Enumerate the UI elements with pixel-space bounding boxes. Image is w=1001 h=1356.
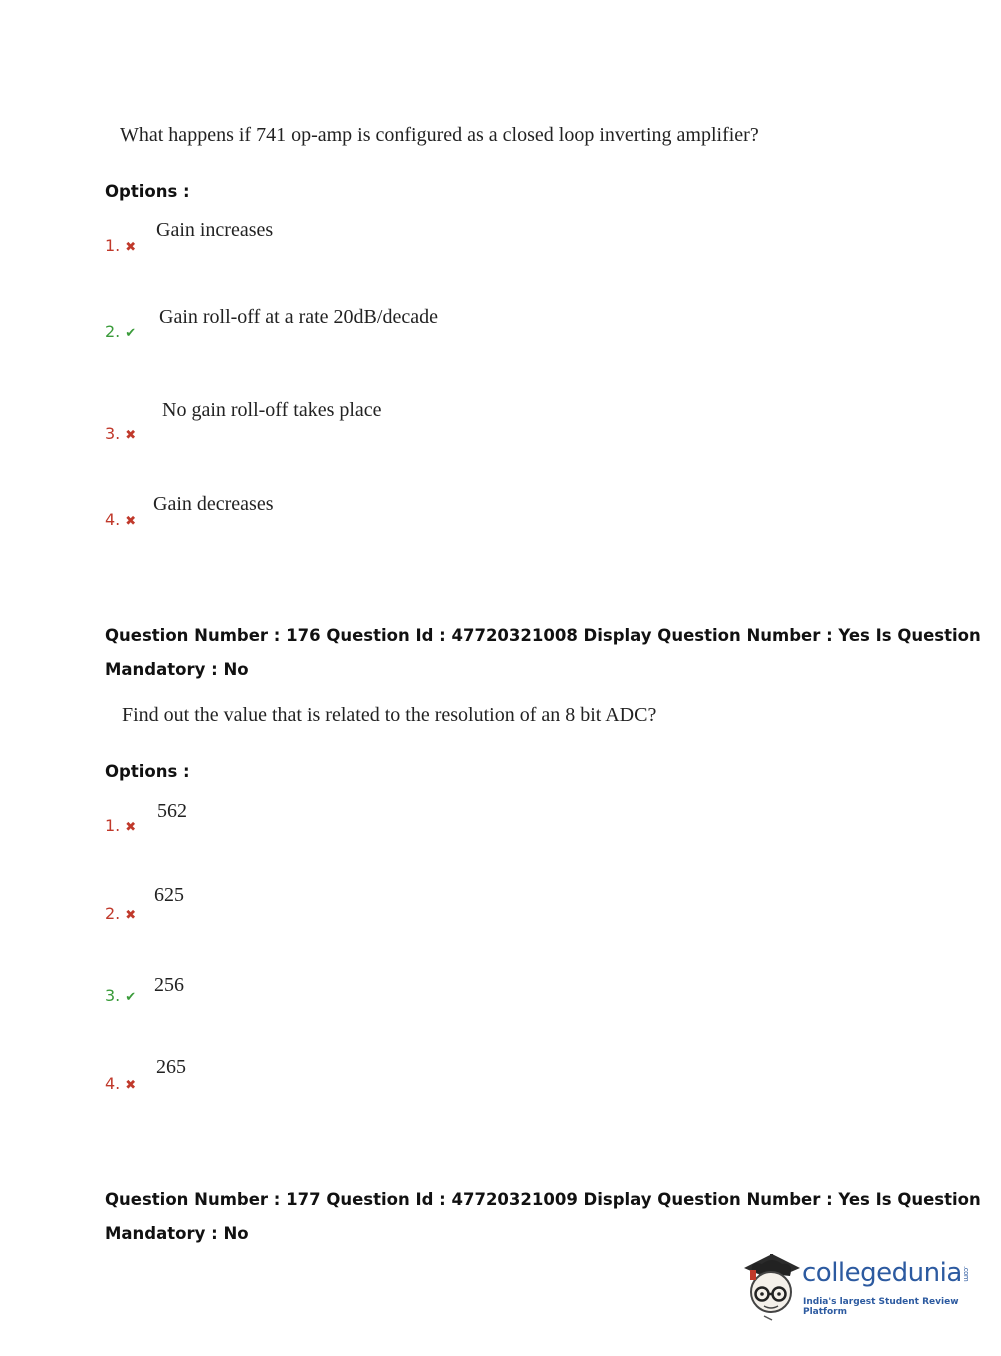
wrong-icon: ✖ [125, 514, 137, 529]
options-label: Options : [105, 182, 190, 201]
option-text: 625 [154, 884, 184, 906]
wrong-icon: ✖ [125, 428, 137, 443]
wrong-icon: ✖ [125, 908, 137, 923]
wrong-icon: ✖ [125, 240, 137, 255]
mascot-icon [742, 1250, 802, 1322]
option-number: 2. ✔ [105, 322, 137, 341]
option-number: 3. ✖ [105, 424, 137, 443]
option-number: 2. ✖ [105, 904, 137, 923]
option-text: No gain roll-off takes place [162, 399, 382, 421]
option-number: 1. ✖ [105, 236, 137, 255]
options-label: Options : [105, 762, 190, 781]
check-icon: ✔ [125, 990, 137, 1005]
logo-tagline: India's largest Student Review Platform [803, 1297, 959, 1317]
option-text: 562 [157, 800, 187, 822]
option-text: Gain increases [156, 219, 274, 241]
option-text: 256 [154, 974, 184, 996]
question-meta: Question Number : 176 Question Id : 47720321008 Display Question Number : Yes Is Question [105, 626, 981, 645]
question-meta: Question Number : 177 Question Id : 47720321009 Display Question Number : Yes Is Question [105, 1190, 981, 1209]
wrong-icon: ✖ [125, 1078, 137, 1093]
option-text: Gain decreases [153, 493, 274, 515]
question-text: What happens if 741 op-amp is configured as a closed loop inverting amplifier? [120, 124, 759, 146]
wrong-icon: ✖ [125, 820, 137, 835]
option-text: Gain roll-off at a rate 20dB/decade [159, 306, 438, 328]
question-meta-mandatory: Mandatory : No [105, 1224, 249, 1243]
question-text: Find out the value that is related to the resolution of an 8 bit ADC? [122, 704, 657, 726]
collegedunia-logo [742, 1250, 972, 1322]
check-icon: ✔ [125, 326, 137, 341]
logo-wordmark: collegedunia.com [802, 1258, 970, 1288]
option-number: 4. ✖ [105, 510, 137, 529]
option-number: 1. ✖ [105, 816, 137, 835]
option-number: 3. ✔ [105, 986, 137, 1005]
option-number: 4. ✖ [105, 1074, 137, 1093]
option-text: 265 [156, 1056, 186, 1078]
question-meta-mandatory: Mandatory : No [105, 660, 249, 679]
